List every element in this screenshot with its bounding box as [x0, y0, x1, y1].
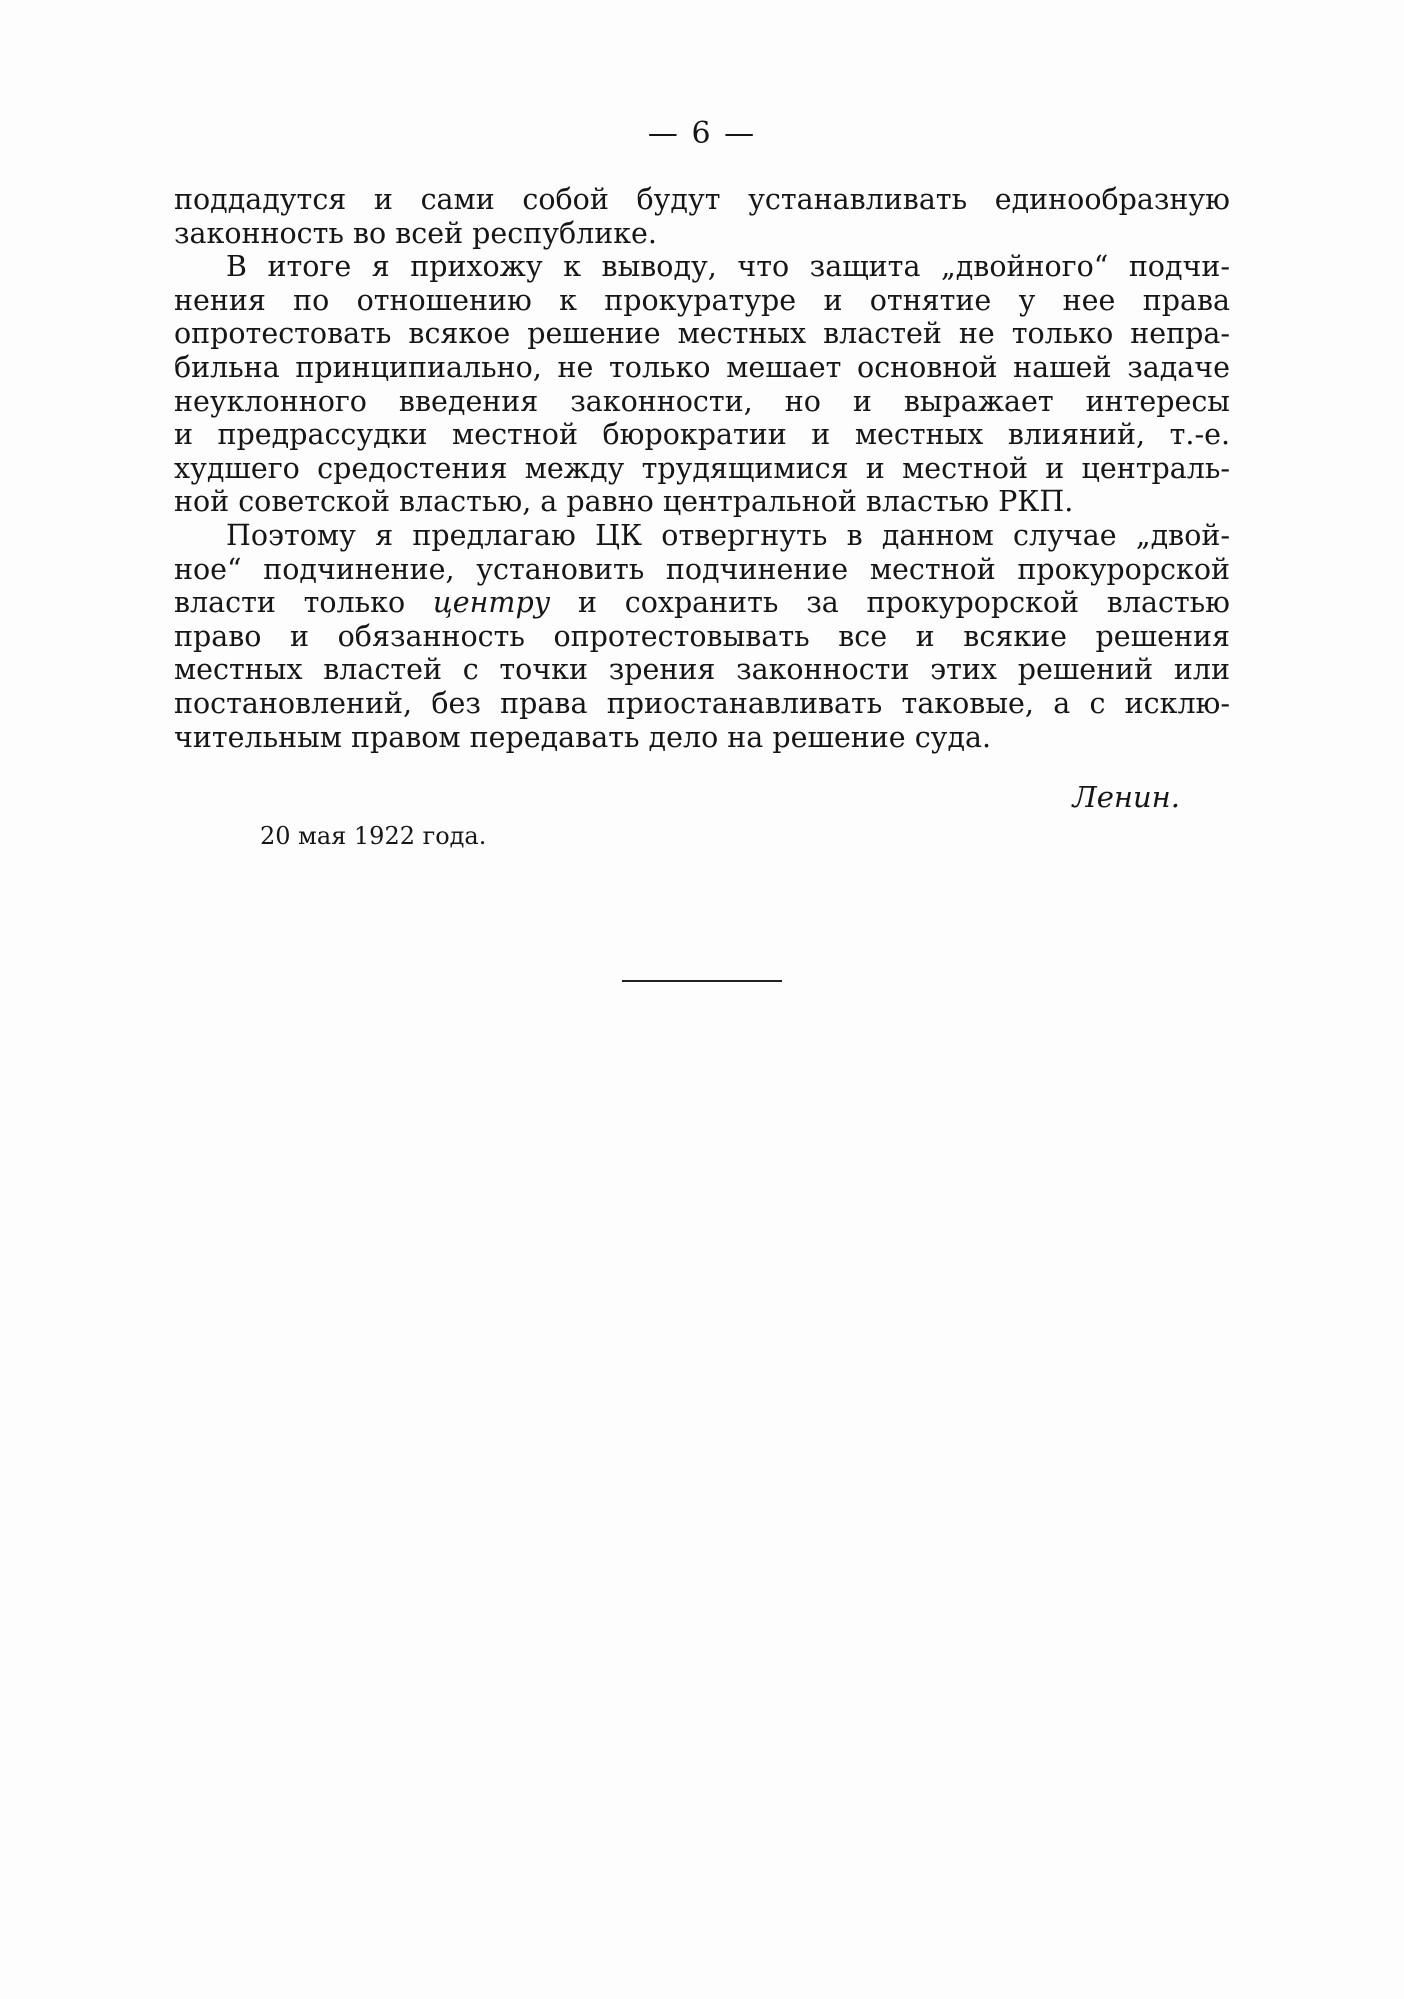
text-line: чительным правом передавать дело на решение суда. [174, 720, 992, 754]
text-line: худшего средостения между трудящимися и местной и централь- [174, 451, 1230, 485]
text-fragment: власти только [174, 586, 406, 620]
text-line-with-emphasis [174, 586, 1230, 620]
paragraph-1 [174, 183, 1230, 250]
emphasized-word: центру [432, 586, 551, 620]
signature: Ленин. [1072, 780, 1180, 814]
body-text [174, 183, 1230, 754]
text-line: право и обязанность опротестовывать все и всякие решения [174, 619, 1230, 653]
paragraph-2 [174, 250, 1230, 519]
text-line: постановлений, без права приостанавливать таковые, а с исклю- [174, 686, 1230, 720]
text-line: поддадутся и сами собой будут устанавливать единообразную [174, 183, 1230, 216]
text-line: законность во всей республике. [174, 216, 657, 250]
text-fragment: и сохранить за прокурорской властью [578, 586, 1230, 620]
text-line: Поэтому я предлагаю ЦК отвергнуть в данном случае „двой- [226, 518, 1230, 552]
text-line: В итоге я прихожу к выводу, что защита „двойного“ подчи- [226, 250, 1230, 284]
text-line: неуклонного введения законности, но и выражает интересы [174, 384, 1230, 418]
text-line: ное“ подчинение, установить подчинение местной прокурорской [174, 552, 1230, 586]
text-line: и предрассудки местной бюрократии и местных влияний, т.-е. [174, 418, 1230, 452]
end-rule-divider [622, 980, 782, 982]
page-number: — 6 — [647, 116, 757, 151]
text-line: нения по отношению к прокуратуре и отнятие у нее права [174, 283, 1230, 317]
document-date: 20 мая 1922 года. [260, 822, 487, 850]
text-line: бильна принципиально, не только мешает основной нашей задаче [174, 350, 1230, 384]
text-line: местных властей с точки зрения законности этих решений или [174, 653, 1230, 687]
paragraph-3 [174, 519, 1230, 754]
text-line: ной советской властью, а равно центральной властью РКП. [174, 485, 1074, 519]
text-line: опротестовать всякое решение местных властей не только непра- [174, 317, 1230, 351]
